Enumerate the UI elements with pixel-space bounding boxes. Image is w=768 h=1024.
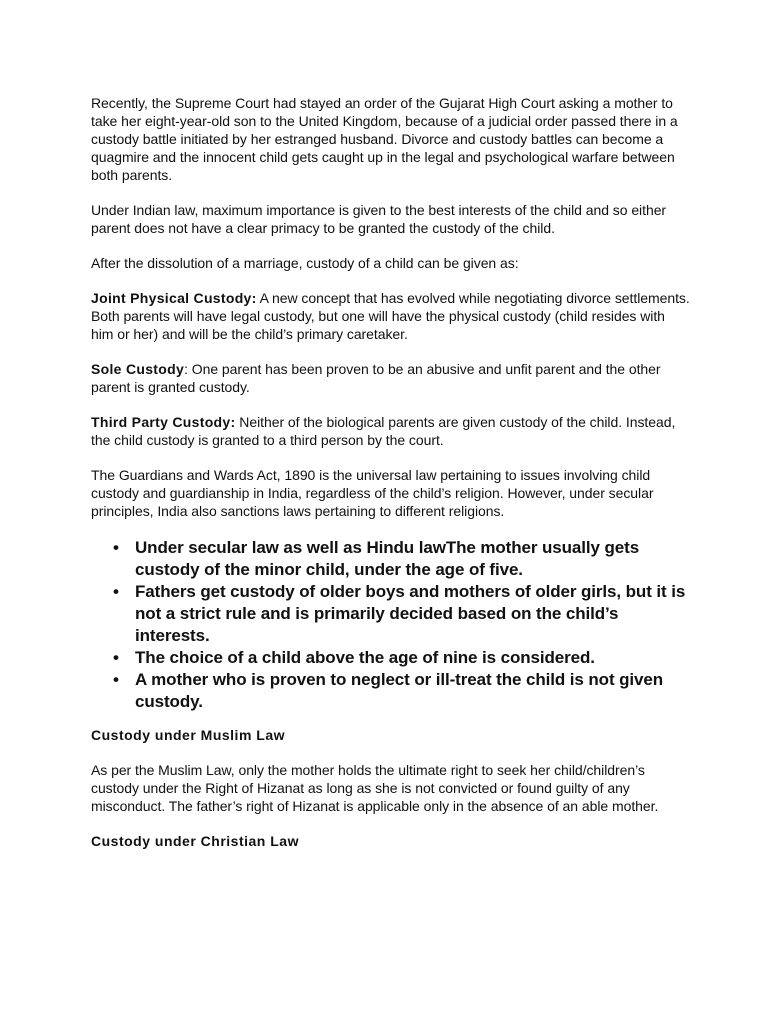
indian-law-paragraph: Under Indian law, maximum importance is given to the best interests of the child and so either parent does not have a clear primacy to be granted the custody of the child. [91,202,667,236]
bullet-icon: • [113,582,119,601]
muslim-law-paragraph: As per the Muslim Law, only the mother holds the ultimate right to seek her child/children’s custody under the Right of Hizanat as long as she is not convicted or found guilty of any misconduct. The father’s right of Hizanat is applicable only in the absence of an able mother. [91,762,659,814]
guardians-act-paragraph: The Guardians and Wards Act, 1890 is the universal law pertaining to issues involving child custody and guardianship in India, regardless of the child’s religion. However, under secular principles, India also sanctions laws pertaining to different religions. [91,467,654,519]
third-party-custody-paragraph [91,413,691,449]
christian-law-heading: Custody under Christian Law [91,833,299,849]
list-item-text: The choice of a child above the age of nine is considered. [135,648,595,667]
custody-rules-list [91,537,691,713]
list-item [91,669,691,713]
list-item [91,647,691,669]
muslim-law-heading: Custody under Muslim Law [91,727,286,743]
bullet-icon: • [113,648,119,667]
list-item-lead: Under secular law as well as Hindu law [135,538,446,557]
list-item-text: Fathers get custody of older boys and mothers of older girls, but it is not a strict rule and is primarily decided based on the child’s interests. [135,582,686,645]
list-item-text: The mother usually gets custody of the minor child, under the age of five. [135,538,640,579]
bullet-icon: • [113,538,119,557]
intro-paragraph: Recently, the Supreme Court had stayed an order of the Gujarat High Court asking a mother to take her eight-year-old son to the United Kingdom, because of a judicial order passed there in a custody battle initiated by her estranged husband. Divorce and custody battles can become a quagmire and the innocent child gets caught up in the legal and psychological warfare between both parents. [91,95,678,183]
third-party-custody-text: Neither of the biological parents are given custody of the child. Instead, the child custody is granted to a third person by the court. [91,414,676,448]
joint-custody-term: Joint Physical Custody: [91,290,257,306]
custody-types-intro: After the dissolution of a marriage, custody of a child can be given as: [91,255,519,271]
third-party-custody-term: Third Party Custody: [91,414,236,430]
list-item [91,581,691,647]
bullet-icon: • [113,670,119,689]
sole-custody-term: Sole Custody [91,361,185,377]
joint-custody-paragraph [91,289,691,343]
list-item-text: A mother who is proven to neglect or ill-treat the child is not given custody. [135,670,664,711]
list-item [91,537,691,581]
sole-custody-text: : One parent has been proven to be an abusive and unfit parent and the other parent is granted custody. [91,361,661,395]
joint-custody-text: A new concept that has evolved while negotiating divorce settlements. Both parents will have legal custody, but one will have the physical custody (child resides with him or her) and will be the child’s primary caretaker. [91,290,690,342]
sole-custody-paragraph [91,360,691,396]
document-body [91,94,691,867]
